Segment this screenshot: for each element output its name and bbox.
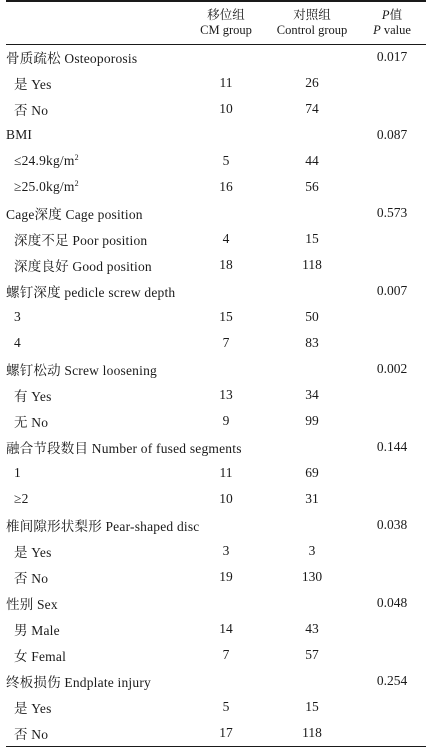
row-label-text: BMI: [6, 127, 33, 142]
control-group-count: 15: [305, 231, 319, 246]
control-group-count: [266, 200, 358, 226]
table-row: [6, 252, 426, 278]
p-value: [358, 174, 426, 200]
table-row: [6, 564, 426, 590]
category-row: [6, 278, 426, 304]
p-value: 0.002: [376, 361, 408, 376]
row-label-text: 性别 Sex: [6, 597, 58, 612]
p-value: [358, 642, 426, 668]
control-group-count: 34: [305, 387, 319, 402]
unit-superscript: 2: [74, 179, 79, 188]
header-p-zh-line: [358, 8, 426, 23]
subcategory-label: [6, 174, 186, 200]
category-row: [6, 356, 426, 382]
table-row: [6, 642, 426, 668]
control-group-count: [266, 122, 358, 148]
header-cm-zh: 移位组: [207, 7, 245, 22]
p-value: [358, 252, 426, 278]
cm-group-count: [186, 122, 266, 148]
row-label-text: 4: [14, 335, 21, 350]
p-value: 0.087: [376, 127, 408, 142]
subcategory-label: [6, 96, 186, 122]
p-value: [358, 148, 426, 174]
p-value: [358, 564, 426, 590]
header-p-letter-en: P: [373, 22, 381, 37]
table-row: [6, 382, 426, 408]
row-label-text: 无 No: [14, 415, 49, 430]
category-label: [6, 122, 186, 148]
row-label-text: ≤24.9kg/m: [14, 153, 75, 168]
row-label-text: 是 Yes: [14, 545, 52, 560]
row-label-text: 深度不足 Poor position: [14, 233, 148, 248]
control-group-count: [266, 512, 358, 538]
table-row: [6, 460, 426, 486]
cm-group-count: 4: [222, 231, 230, 246]
subcategory-label: [6, 226, 186, 252]
p-value: [358, 616, 426, 642]
p-value: 0.144: [376, 439, 408, 454]
category-row: [6, 44, 426, 70]
subcategory-label: [6, 460, 186, 486]
cm-group-count: 13: [219, 387, 233, 402]
p-value: [358, 330, 426, 356]
control-group-count: [266, 278, 358, 304]
control-group-count: 118: [302, 257, 322, 272]
header-p-value: [358, 1, 426, 44]
subcategory-label: [6, 148, 186, 174]
header-cm-group: [186, 1, 266, 44]
category-label: [6, 278, 186, 304]
control-group-count: 44: [305, 153, 319, 168]
table-row: [6, 70, 426, 96]
row-label-text: 否 No: [14, 103, 49, 118]
cm-group-count: 18: [219, 257, 233, 272]
category-row: [6, 668, 426, 694]
category-row: [6, 200, 426, 226]
cm-group-count: 15: [219, 309, 233, 324]
table-row: [6, 616, 426, 642]
row-label-text: 否 No: [14, 726, 49, 742]
header-p-zh: 值: [389, 7, 403, 22]
header-row: [6, 1, 426, 44]
row-label-text: ≥25.0kg/m: [14, 179, 75, 194]
row-label-text: 否 No: [14, 571, 49, 586]
category-row: [6, 590, 426, 616]
header-p-letter: P: [381, 7, 390, 22]
header-control-group: [266, 1, 358, 44]
subcategory-label: [6, 382, 186, 408]
subcategory-label: [6, 408, 186, 434]
cm-group-count: [186, 356, 266, 382]
subcategory-label: [6, 616, 186, 642]
row-label-text: 终板损伤 Endplate injury: [6, 675, 151, 690]
header-control-en: Control group: [276, 22, 348, 37]
table-body: [6, 44, 426, 746]
category-label: [6, 434, 242, 460]
p-value: [358, 408, 426, 434]
control-group-count: 130: [301, 569, 323, 584]
category-row: [6, 434, 426, 460]
header-cm-en: CM group: [200, 22, 252, 37]
cm-group-count: 17: [219, 724, 233, 740]
category-row: [6, 122, 426, 148]
subcategory-label: [6, 252, 186, 278]
table-row: [6, 174, 426, 200]
control-group-count: [266, 668, 358, 694]
cm-group-count: 19: [219, 569, 233, 584]
subcategory-label: [6, 486, 186, 512]
control-group-count: [266, 590, 358, 616]
row-label-text: 1: [14, 465, 21, 480]
header-control-zh: 对照组: [293, 7, 331, 22]
control-group-count: 83: [305, 335, 319, 350]
subcategory-label: [6, 564, 186, 590]
table-row: [6, 538, 426, 564]
cm-group-count: 10: [219, 101, 233, 116]
category-label: [6, 44, 186, 70]
row-label-text: 3: [14, 309, 21, 324]
control-group-count: 3: [308, 543, 316, 558]
p-value: 0.038: [376, 517, 408, 532]
p-value: [358, 304, 426, 330]
table-row: [6, 304, 426, 330]
p-value: [358, 720, 426, 746]
row-label-text: 女 Femal: [14, 649, 67, 664]
control-group-count: 118: [302, 724, 322, 740]
cm-group-count: 14: [219, 621, 233, 636]
row-label-text: 融合节段数目 Number of fused segments: [6, 441, 242, 456]
p-value: [358, 486, 426, 512]
risk-factor-table: [6, 0, 426, 747]
row-label-text: 螺钉松动 Screw loosening: [6, 363, 157, 378]
cm-group-count: [186, 278, 266, 304]
category-label: [6, 590, 186, 616]
row-label-text: 螺钉深度 pedicle screw depth: [6, 285, 176, 300]
p-value: 0.048: [376, 595, 408, 610]
cm-group-count: 11: [219, 465, 233, 480]
subcategory-label: [6, 330, 186, 356]
row-label-text: 有 Yes: [14, 389, 52, 404]
subcategory-label: [6, 642, 186, 668]
control-group-count: 69: [305, 465, 319, 480]
subcategory-label: [6, 70, 186, 96]
category-label: [6, 356, 186, 382]
p-value: 0.007: [376, 283, 408, 298]
table-row: [6, 148, 426, 174]
control-group-count: 31: [305, 491, 319, 506]
table-row: [6, 226, 426, 252]
category-label: [6, 512, 200, 538]
table-row: [6, 720, 426, 746]
control-group-count: 56: [305, 179, 319, 194]
header-p-en-line: [358, 23, 426, 38]
cm-group-count: 7: [222, 335, 230, 350]
p-value: [358, 382, 426, 408]
cm-group-count: [186, 200, 266, 226]
control-group-count: 43: [305, 621, 319, 636]
cm-group-count: 16: [219, 179, 233, 194]
subcategory-label: [6, 720, 186, 746]
control-group-count: [266, 356, 358, 382]
cm-group-count: 11: [219, 75, 233, 90]
control-group-count: 99: [305, 413, 319, 428]
cm-group-count: 5: [222, 699, 230, 714]
p-value: [358, 460, 426, 486]
cm-group-count: 9: [222, 413, 230, 428]
subcategory-label: [6, 538, 186, 564]
table-row: [6, 96, 426, 122]
cm-group-count: 7: [222, 647, 230, 662]
control-group-count: 57: [305, 647, 319, 662]
control-group-count: 26: [305, 75, 319, 90]
cm-group-count: 10: [219, 491, 233, 506]
category-row: [6, 512, 426, 538]
p-value: [358, 226, 426, 252]
p-value: [358, 96, 426, 122]
control-group-count: 74: [305, 101, 319, 116]
unit-superscript: 2: [74, 153, 79, 162]
p-value: 0.573: [376, 205, 408, 220]
p-value: [358, 538, 426, 564]
control-group-count: 15: [305, 699, 319, 714]
header-variable: [6, 1, 186, 44]
cm-group-count: 3: [222, 543, 230, 558]
category-label: [6, 668, 186, 694]
p-value: 0.017: [376, 49, 408, 65]
header-p-en: value: [383, 22, 411, 37]
p-value: [358, 70, 426, 96]
cm-group-count: 5: [222, 153, 230, 168]
control-group-count: [266, 44, 358, 70]
table-row: [6, 330, 426, 356]
p-value: [358, 694, 426, 720]
row-label-text: 男 Male: [14, 623, 60, 638]
row-label-text: ≥2: [14, 491, 29, 506]
table-row: [6, 408, 426, 434]
control-group-count: 50: [305, 309, 319, 324]
row-label-text: 是 Yes: [14, 77, 52, 92]
row-label-text: 是 Yes: [14, 701, 52, 716]
subcategory-label: [6, 304, 186, 330]
table-row: [6, 694, 426, 720]
row-label-text: 深度良好 Good position: [14, 259, 152, 274]
p-value: 0.254: [376, 673, 408, 688]
cm-group-count: [186, 590, 266, 616]
table-header: [6, 1, 426, 44]
cm-group-count: [186, 668, 266, 694]
row-label-text: 骨质疏松 Osteoporosis: [6, 51, 138, 67]
subcategory-label: [6, 694, 186, 720]
row-label-text: Cage深度 Cage position: [6, 207, 143, 222]
category-label: [6, 200, 186, 226]
row-label-text: 椎间隙形状梨形 Pear-shaped disc: [6, 519, 200, 534]
cm-group-count: [186, 44, 266, 70]
table-row: [6, 486, 426, 512]
control-group-count: [266, 434, 358, 460]
